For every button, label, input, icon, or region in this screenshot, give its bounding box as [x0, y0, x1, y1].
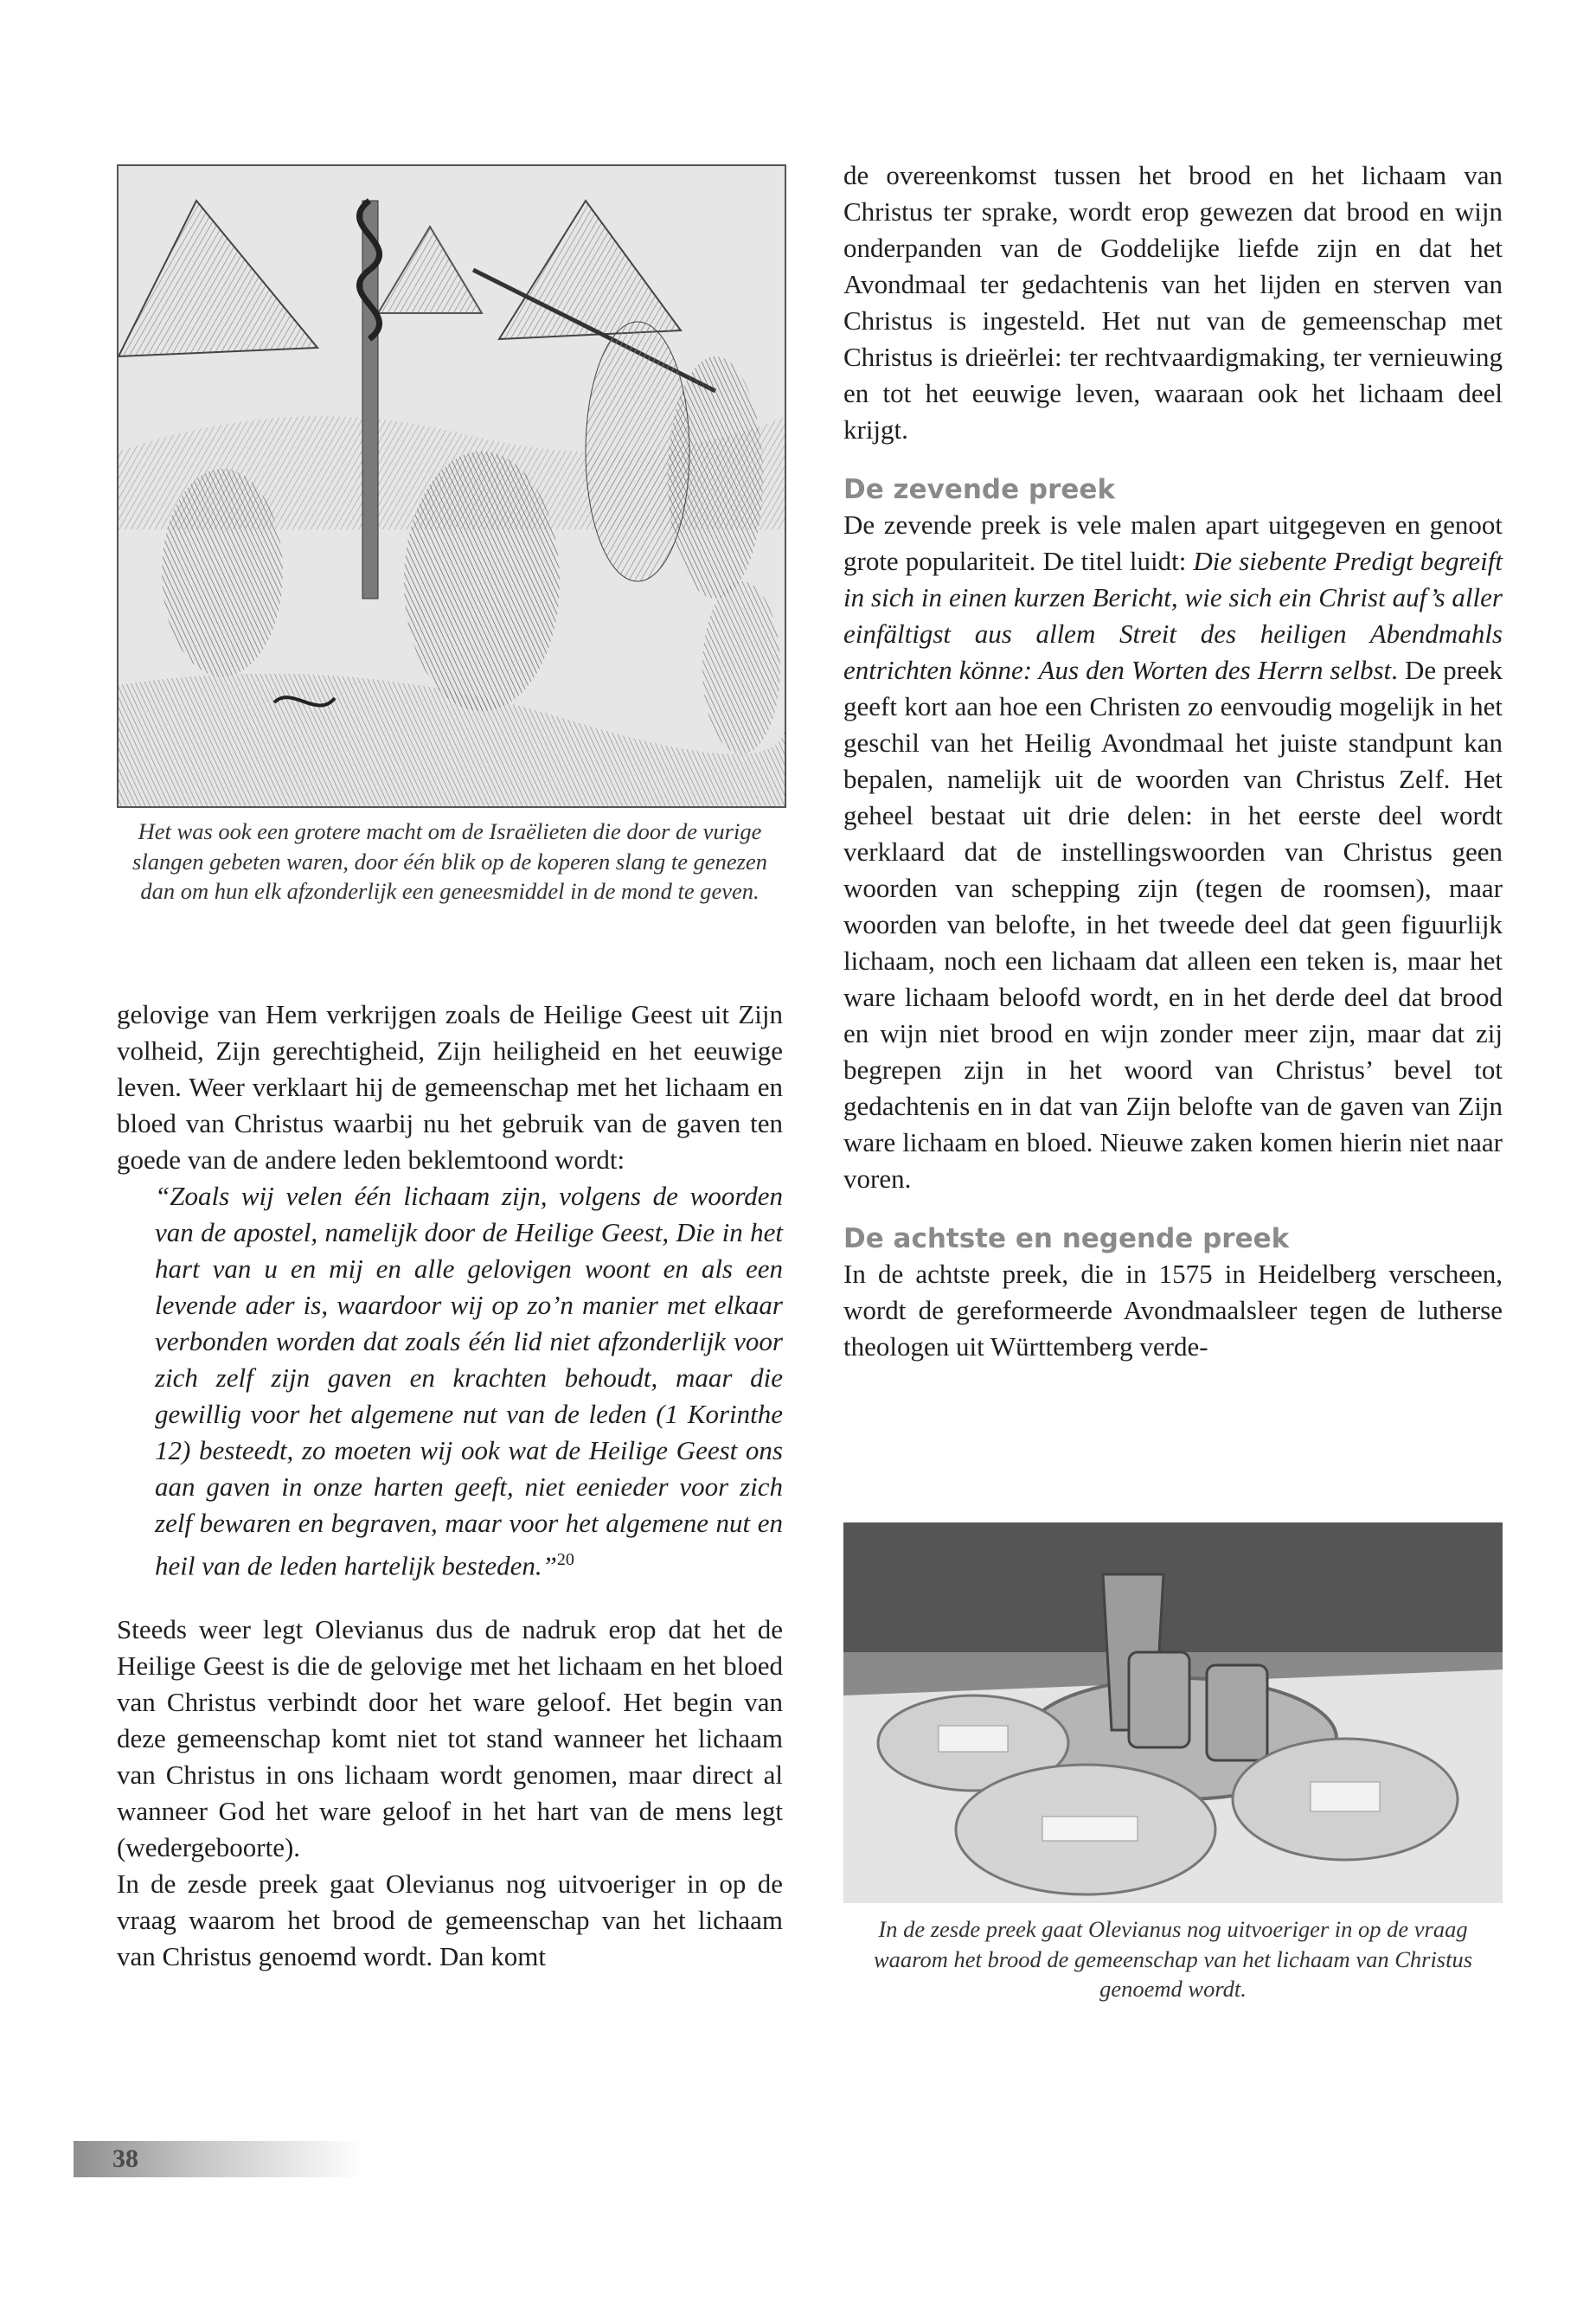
communion-illustration	[843, 1522, 1503, 1903]
communion-photo	[843, 1522, 1503, 1903]
section-heading-zevende: De zevende preek	[843, 474, 1116, 505]
paragraph-2-start: De zevende preek is vele malen apart uitgegeven en genoot grote populariteit. De titel luidt:	[843, 510, 1503, 576]
engraving-image	[117, 164, 786, 808]
paragraph-2-rest: . De preek geeft kort aan hoe een Christen zo eenvoudig mogelijk in het geschil van het Heilig Avondmaal het juiste standpunt kan bepalen, namelijk uit de woorden van Christus Zelf. Het geheel bestaat uit drie delen: in het eerste deel wordt verklaard dat de instellingswoorden van Christus geen woorden van schepping zijn (tegen de roomsen), maar woorden van belofte, in het tweede deel dat geen figuurlijk lichaam, noch een lichaam dat alleen een teken is, maar het ware lichaam beloofd wordt, en in het derde deel dat brood en wijn niet brood en wijn zonder meer zijn, maar dat zij begrepen zijn in het woord van Christus’ bevel tot gedachtenis en in dat van Zijn belofte van de gaven van Zijn ware lichaam en bloed. Nieuwe zaken komen hierin niet naar voren.	[843, 655, 1503, 1194]
quote-text: “Zoals wij velen één lichaam zijn, volgens de woorden van de apostel, namelijk door de Heilige Geest, Die in het hart van u en mij en alle gelovigen woont en als een levende ader is, waardoor wij op zo’n manier met elkaar verbonden worden dat zoals één lid niet afzonderlijk voor zich zelf zijn gaven en krachten behoudt, maar die gewillig voor het algemene nut van de leden (1 Korinthe 12) besteedt, zo moeten wij ook wat de Heilige Geest ons aan gaven in onze harten geeft, niet eenieder voor zich zelf bewaren en begraven, maar voor het algemene nut en heil van de leden hartelijk besteden.”	[155, 1181, 783, 1581]
engraving-caption: Het was ook een grotere macht om de Israëlieten die door de vurige slangen gebeten waren, door één blik op de koperen slang te genezen dan om hun elk afzonderlijk een geneesmiddel in de mond te geven.	[132, 818, 767, 904]
left-column	[117, 997, 783, 1975]
left-paragraph-3: In de zesde preek gaat Olevianus nog uitvoeriger in op de vraag waarom het brood de gemeenschap van het lichaam van Christus genoemd wordt. Dan komt	[117, 1868, 783, 1972]
right-paragraph-2	[843, 507, 1503, 1197]
communion-caption: In de zesde preek gaat Olevianus nog uitvoeriger in op de vraag waarom het brood de gemeenschap van het lichaam van Christus genoemd wordt.	[873, 1916, 1473, 2002]
section-heading-achtste: De achtste en negende preek	[843, 1223, 1290, 1254]
footnote-marker: 20	[556, 1550, 574, 1569]
german-title: Die siebente Predigt begreift in sich in einen kurzen Bericht, wie sich ein Christ auf’s aller einfältigst aus allem Streit des heiligen Abendmahls entrichten könne: Aus den Worten des Herrn selbst	[843, 546, 1503, 685]
engraving-illustration	[119, 166, 785, 806]
right-paragraph-3: In de achtste preek, die in 1575 in Heidelberg verscheen, wordt de gereformeerde Avondmaalsleer tegen de lutherse theologen uit Württemberg verde-	[843, 1259, 1503, 1362]
left-paragraph-2: Steeds weer legt Olevianus dus de nadruk erop dat het de Heilige Geest is die de gelovige met het lichaam en het bloed van Christus verbindt door het ware geloof. Het begin van deze gemeenschap komt niet tot stand wanneer het lichaam van Christus in ons lichaam wordt genomen, maar direct al wanneer God het ware geloof in het hart van de mens legt (wedergeboorte).	[117, 1614, 783, 1863]
right-paragraph-1: de overeenkomst tussen het brood en het lichaam van Christus ter sprake, wordt erop gewezen dat brood en wijn onderpanden van de Goddelijke liefde zijn en dat het Avondmaal ter gedachtenis van het lijden en sterven van Christus is ingesteld. Het nut van de gemeenschap met Christus is drieërlei: ter rechtvaardigmaking, ter vernieuwing en tot het eeuwige leven, waaraan ook het lichaam deel krijgt.	[843, 160, 1503, 445]
block-quote	[117, 1178, 783, 1584]
left-paragraph-1: gelovige van Hem verkrijgen zoals de Heilige Geest uit Zijn volheid, Zijn gerechtigheid, Zijn heiligheid en het eeuwige leven. Weer verklaart hij de gemeenschap met het lichaam en bloed van Christus waarbij nu het gebruik van de gaven ten goede van de andere leden beklemtoond wordt:	[117, 999, 783, 1175]
page-number: 38	[112, 2144, 138, 2173]
right-column	[843, 157, 1503, 1365]
